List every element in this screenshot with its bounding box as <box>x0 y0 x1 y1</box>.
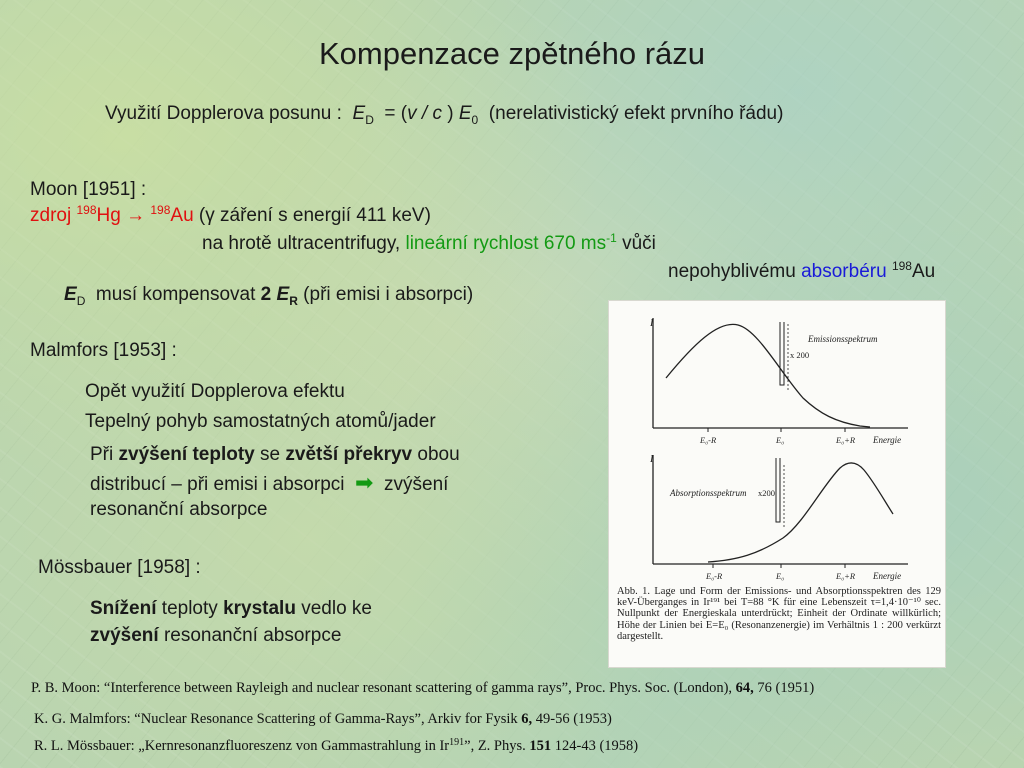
vuci-text: vůči <box>622 233 656 254</box>
ref2-text: K. G. Malmfors: “Nuclear Resonance Scattering of Gamma-Rays”, Arkiv for Fysik <box>34 711 518 727</box>
malmfors-point-line-2 <box>90 471 448 496</box>
ed-symbol: E <box>64 284 77 305</box>
gamma-note: (γ záření s energií 411 keV) <box>198 205 431 226</box>
subtitle-note: (nerelativistický efekt prvního řádu) <box>488 103 784 124</box>
distribuci-text: distribucí – při emisi i absorpci <box>90 474 345 495</box>
absorber-mass: 198 <box>891 259 912 273</box>
slide-title: Kompenzace zpětného rázu <box>318 36 706 71</box>
subtitle-line <box>105 103 783 125</box>
reference-mossbauer <box>34 738 638 755</box>
moon-heading: Moon [1951] : <box>30 179 147 200</box>
ref3-pages: 124-43 (1958) <box>554 738 639 754</box>
zvyseni-bold: zvýšení <box>90 625 159 646</box>
zvyseni-text: zvýšení <box>384 474 449 495</box>
factor-two: 2 <box>260 284 272 305</box>
ref3-volume: 151 <box>529 738 552 754</box>
mossbauer-line-1 <box>90 598 372 620</box>
symbol-e0: E <box>458 103 472 124</box>
er-symbol-sub: R <box>289 294 298 308</box>
hg-arrow: Hg → <box>96 205 146 226</box>
malmfors-line-1: Opět využití Dopplerova efektu <box>85 381 345 402</box>
moon-source-line <box>30 205 431 227</box>
hrot-text: na hrotě ultracentrifugy, <box>202 233 401 254</box>
nepohyblivemu-text: nepohyblivému <box>668 261 796 282</box>
resonancni-text: resonanční absorpce <box>163 625 342 646</box>
zvetsi-prekryv: zvětší překryv <box>285 444 413 465</box>
top-tick-minus: E₀-R <box>700 435 717 445</box>
ref3-journal: ”, Z. Phys. <box>464 738 526 754</box>
spectrum-plot <box>608 300 944 590</box>
symbol-c: c <box>432 103 442 124</box>
subtitle-prefix: Využití Dopplerova posunu : <box>105 103 342 124</box>
malmfors-point-line-1 <box>90 444 460 466</box>
absorber-label: absorbéru <box>801 261 887 282</box>
au-label: Au <box>170 205 194 226</box>
ref1-pages: 76 (1951) <box>757 680 815 696</box>
close-paren: ) <box>447 103 454 124</box>
linear-speed-exp: -1 <box>606 231 617 245</box>
obou-text: obou <box>417 444 460 465</box>
moon-absorber-line <box>668 261 935 283</box>
ref3-sup: 191 <box>449 737 465 748</box>
musi-text: musí kompensovat <box>95 284 256 305</box>
emission-line-break <box>780 322 784 385</box>
absorption-curve <box>708 463 893 562</box>
ref1-text: P. B. Moon: “Interference between Rayleigh and nuclear resonant scattering of gamma rays”, Proc. Phys. Soc. (London), <box>31 680 733 696</box>
ref2-pages: 49-56 (1953) <box>535 711 612 727</box>
symbol-v: v <box>407 103 417 124</box>
malmfors-heading: Malmfors [1953] : <box>30 340 177 361</box>
bottom-tick-plus: E₀+R <box>836 571 856 581</box>
top-y-label: I <box>650 318 654 329</box>
absorption-line-break <box>776 458 780 522</box>
absorber-element: Au <box>911 261 936 282</box>
equals-paren: = ( <box>384 103 408 124</box>
right-arrow-icon: ➡ <box>355 471 374 496</box>
symbol-e: E <box>352 103 366 124</box>
symbol-slash: / <box>421 103 428 124</box>
er-symbol: E <box>276 284 290 305</box>
mossbauer-line-2 <box>90 625 341 647</box>
se-text: se <box>260 444 281 465</box>
figure-caption: Abb. 1. Lage und Form der Emissions- und Absorptionsspektren des 129 keV-Überganges in Ir¹⁹¹ bei T=88 °K für eine Lebenszeit τ=1,4·10⁻¹⁰ sec. Nullpunkt der Energieskala unterdrückt; Einheit der Ordinate willkürlich; Höhe der Linien bei E=E₀ (Resonanzenergie) im Verhältnis 1 : 200 verkürzt dargestellt. <box>617 586 941 642</box>
top-tick-plus: E₀+R <box>836 435 856 445</box>
krystalu-text: krystalu <box>223 598 296 619</box>
bottom-tick-minus: E₀-R <box>706 571 723 581</box>
absorption-label: Absorptionsspektrum <box>670 488 747 498</box>
bottom-y-label: I <box>650 454 654 465</box>
ed-symbol-sub: D <box>76 294 86 308</box>
ref3-text: R. L. Mössbauer: „Kernresonanzfluoreszenz von Gammastrahlung in Ir <box>34 738 450 754</box>
emission-label: Emissionsspektrum <box>808 334 878 344</box>
zdroj-label: zdroj <box>30 205 72 226</box>
teploty-text: teploty <box>161 598 218 619</box>
vedlo-text: vedlo ke <box>301 598 372 619</box>
mossbauer-heading: Mössbauer [1958] : <box>38 557 201 578</box>
symbol-e0-sub: 0 <box>471 113 479 127</box>
top-tick-zero: E₀ <box>776 435 785 445</box>
moon-compensation-line <box>64 284 473 306</box>
malmfors-point-line-3: resonanční absorpce <box>90 499 268 520</box>
au-mass: 198 <box>150 203 171 217</box>
moon-centrifuge-line <box>202 233 656 255</box>
malmfors-line-2: Tepelný pohyb samostatných atomů/jader <box>85 411 436 432</box>
reference-moon <box>31 680 814 697</box>
hg-mass: 198 <box>76 203 97 217</box>
linear-speed: lineární rychlost 670 ms <box>405 233 607 254</box>
symbol-e-sub: D <box>365 113 374 127</box>
emission-factor: x 200 <box>790 350 810 360</box>
emisi-note: (při emisi i absorpci) <box>303 284 474 305</box>
bottom-x-label: Energie <box>873 571 902 581</box>
ref2-volume: 6, <box>521 711 533 727</box>
pri-text: Při <box>90 444 114 465</box>
absorption-factor: x200 <box>758 488 775 498</box>
snizeni-text: Snížení <box>90 598 157 619</box>
bottom-tick-zero: E₀ <box>776 571 785 581</box>
zvyseni-teploty: zvýšení teploty <box>118 444 255 465</box>
top-x-label: Energie <box>873 435 902 445</box>
ref1-volume: 64, <box>735 680 754 696</box>
reference-malmfors <box>34 711 612 728</box>
